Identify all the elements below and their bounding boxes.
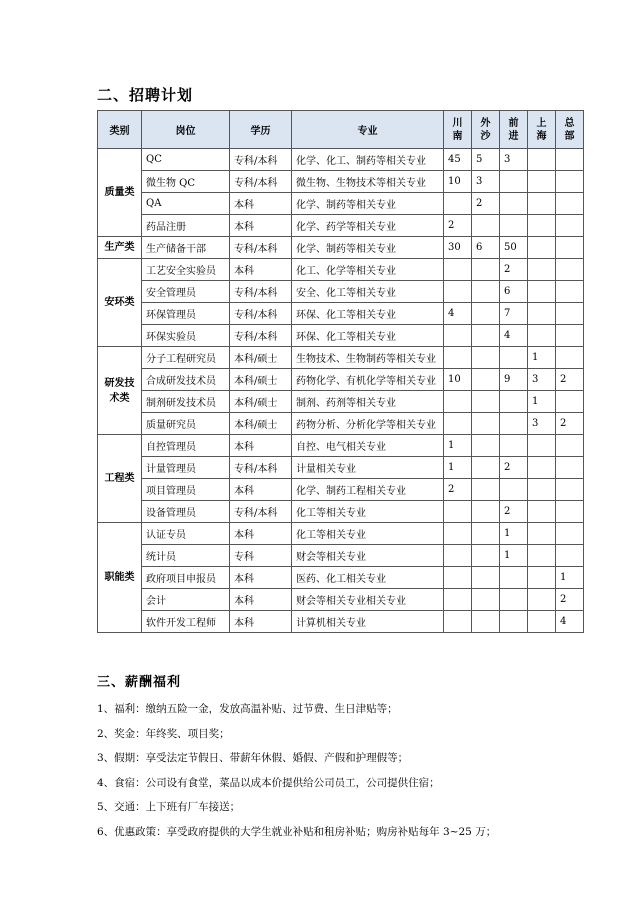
count-cell-chuannan	[444, 523, 472, 545]
education-cell: 专科/本科	[230, 281, 292, 303]
count-cell-shanghai	[528, 303, 556, 325]
table-row	[98, 457, 584, 479]
count-cell-hq	[556, 237, 584, 259]
count-cell-waisha	[472, 259, 500, 281]
count-cell-shanghai	[528, 325, 556, 347]
education-cell: 专科/本科	[230, 171, 292, 193]
position-cell: 微生物 QC	[142, 171, 230, 193]
count-cell-shanghai	[528, 237, 556, 259]
education-cell: 专科/本科	[230, 457, 292, 479]
education-cell: 本科	[230, 589, 292, 611]
count-cell-hq: 2	[556, 413, 584, 435]
count-cell-hq	[556, 391, 584, 413]
header-major: 专业	[292, 111, 444, 149]
position-cell: 自控管理员	[142, 435, 230, 457]
count-cell-qianjin	[500, 567, 528, 589]
count-cell-waisha: 2	[472, 193, 500, 215]
table-row	[98, 325, 584, 347]
position-cell: 统计员	[142, 545, 230, 567]
position-cell: 设备管理员	[142, 501, 230, 523]
recruitment-table	[97, 110, 584, 633]
count-cell-shanghai	[528, 259, 556, 281]
count-cell-shanghai	[528, 589, 556, 611]
major-cell: 财会等相关专业相关专业	[292, 589, 444, 611]
table-row	[98, 479, 584, 501]
benefits-list	[97, 697, 597, 844]
count-cell-chuannan	[444, 281, 472, 303]
count-cell-qianjin: 2	[500, 457, 528, 479]
position-cell: QC	[142, 149, 230, 171]
count-cell-waisha	[472, 215, 500, 237]
education-cell: 本科/硕士	[230, 413, 292, 435]
position-cell: 政府项目申报员	[142, 567, 230, 589]
count-cell-waisha	[472, 545, 500, 567]
position-cell: 合成研发技术员	[142, 369, 230, 391]
count-cell-qianjin	[500, 611, 528, 633]
count-cell-qianjin: 9	[500, 369, 528, 391]
education-cell: 本科	[230, 215, 292, 237]
count-cell-qianjin	[500, 391, 528, 413]
header-education: 学历	[230, 111, 292, 149]
major-cell: 制剂、药剂等相关专业	[292, 391, 444, 413]
count-cell-hq	[556, 347, 584, 369]
education-cell: 专科	[230, 545, 292, 567]
count-cell-qianjin: 1	[500, 523, 528, 545]
major-cell: 药物分析、分析化学等相关专业	[292, 413, 444, 435]
count-cell-qianjin: 1	[500, 545, 528, 567]
count-cell-shanghai: 3	[528, 369, 556, 391]
count-cell-qianjin: 2	[500, 259, 528, 281]
count-cell-qianjin	[500, 193, 528, 215]
table-row	[98, 215, 584, 237]
count-cell-qianjin	[500, 413, 528, 435]
table-row	[98, 501, 584, 523]
count-cell-chuannan	[444, 589, 472, 611]
education-cell: 本科	[230, 567, 292, 589]
major-cell: 自控、电气相关专业	[292, 435, 444, 457]
table-header-row	[98, 111, 584, 149]
education-cell: 专科/本科	[230, 149, 292, 171]
count-cell-chuannan	[444, 501, 472, 523]
benefit-item: 4、食宿：公司设有食堂，菜品以成本价提供给公司员工，公司提供住宿；	[97, 776, 440, 789]
table-row	[98, 567, 584, 589]
count-cell-qianjin: 4	[500, 325, 528, 347]
count-cell-shanghai	[528, 457, 556, 479]
count-cell-shanghai	[528, 611, 556, 633]
education-cell: 本科	[230, 259, 292, 281]
major-cell: 化工等相关专业	[292, 501, 444, 523]
education-cell: 本科	[230, 611, 292, 633]
count-cell-chuannan: 2	[444, 479, 472, 501]
table-row	[98, 303, 584, 325]
major-cell: 财会等相关专业	[292, 545, 444, 567]
count-cell-waisha	[472, 457, 500, 479]
table-row	[98, 347, 584, 369]
count-cell-qianjin: 7	[500, 303, 528, 325]
position-cell: QA	[142, 193, 230, 215]
count-cell-waisha: 3	[472, 171, 500, 193]
position-cell: 软件开发工程师	[142, 611, 230, 633]
benefit-item: 6、优惠政策：享受政府提供的大学生就业补贴和租房补贴；购房补贴每年 3~25 万；	[97, 825, 497, 838]
table-row	[98, 391, 584, 413]
count-cell-hq: 4	[556, 611, 584, 633]
count-cell-chuannan	[444, 611, 472, 633]
count-cell-waisha	[472, 589, 500, 611]
count-cell-hq: 2	[556, 589, 584, 611]
count-cell-waisha	[472, 391, 500, 413]
count-cell-waisha	[472, 567, 500, 589]
count-cell-shanghai	[528, 567, 556, 589]
table-row	[98, 281, 584, 303]
table-row	[98, 237, 584, 259]
count-cell-qianjin: 6	[500, 281, 528, 303]
count-cell-shanghai	[528, 501, 556, 523]
section-title-recruitment: 二、招聘计划	[97, 86, 194, 104]
position-cell: 安全管理员	[142, 281, 230, 303]
major-cell: 化工、化学等相关专业	[292, 259, 444, 281]
table-row	[98, 369, 584, 391]
education-cell: 本科/硕士	[230, 391, 292, 413]
count-cell-waisha	[472, 369, 500, 391]
count-cell-chuannan	[444, 391, 472, 413]
count-cell-hq	[556, 259, 584, 281]
position-cell: 会计	[142, 589, 230, 611]
education-cell: 专科/本科	[230, 325, 292, 347]
major-cell: 环保、化工等相关专业	[292, 325, 444, 347]
count-cell-shanghai: 3	[528, 413, 556, 435]
count-cell-waisha	[472, 303, 500, 325]
header-category: 类别	[98, 111, 142, 149]
count-cell-waisha: 6	[472, 237, 500, 259]
count-cell-qianjin	[500, 479, 528, 501]
major-cell: 化学、化工、制药等相关专业	[292, 149, 444, 171]
count-cell-chuannan: 30	[444, 237, 472, 259]
count-cell-hq	[556, 193, 584, 215]
count-cell-chuannan	[444, 545, 472, 567]
category-cell: 质量类	[98, 149, 142, 237]
table-row	[98, 413, 584, 435]
count-cell-hq	[556, 479, 584, 501]
count-cell-chuannan	[444, 347, 472, 369]
count-cell-shanghai: 1	[528, 347, 556, 369]
count-cell-chuannan	[444, 259, 472, 281]
count-cell-qianjin	[500, 589, 528, 611]
education-cell: 本科	[230, 435, 292, 457]
count-cell-shanghai	[528, 171, 556, 193]
major-cell: 微生物、生物技术等相关专业	[292, 171, 444, 193]
major-cell: 药物化学、有机化学等相关专业	[292, 369, 444, 391]
education-cell: 本科/硕士	[230, 369, 292, 391]
header-loc-shanghai: 上 海	[528, 111, 556, 149]
education-cell: 本科	[230, 479, 292, 501]
category-cell: 工程类	[98, 435, 142, 523]
count-cell-hq	[556, 281, 584, 303]
count-cell-qianjin: 50	[500, 237, 528, 259]
count-cell-waisha	[472, 435, 500, 457]
count-cell-hq	[556, 457, 584, 479]
table-row	[98, 149, 584, 171]
table-row	[98, 545, 584, 567]
education-cell: 专科/本科	[230, 501, 292, 523]
table-row	[98, 523, 584, 545]
count-cell-shanghai	[528, 149, 556, 171]
position-cell: 工艺安全实验员	[142, 259, 230, 281]
count-cell-hq	[556, 303, 584, 325]
benefit-item: 1、福利：缴纳五险一金，发放高温补贴、过节费、生日津贴等；	[97, 703, 398, 715]
category-cell: 安环类	[98, 259, 142, 347]
count-cell-waisha	[472, 347, 500, 369]
count-cell-shanghai	[528, 193, 556, 215]
count-cell-shanghai	[528, 281, 556, 303]
position-cell: 质量研究员	[142, 413, 230, 435]
major-cell: 化学、制药等相关专业	[292, 237, 444, 259]
count-cell-qianjin	[500, 171, 528, 193]
education-cell: 本科	[230, 523, 292, 545]
position-cell: 环保实验员	[142, 325, 230, 347]
count-cell-waisha: 5	[472, 149, 500, 171]
count-cell-chuannan: 1	[444, 457, 472, 479]
count-cell-hq	[556, 523, 584, 545]
header-loc-hq: 总 部	[556, 111, 584, 149]
count-cell-shanghai	[528, 545, 556, 567]
count-cell-hq	[556, 501, 584, 523]
education-cell: 本科	[230, 193, 292, 215]
major-cell: 医药、化工相关专业	[292, 567, 444, 589]
education-cell: 专科/本科	[230, 303, 292, 325]
table-row	[98, 611, 584, 633]
count-cell-chuannan	[444, 413, 472, 435]
header-position: 岗位	[142, 111, 230, 149]
count-cell-hq	[556, 325, 584, 347]
count-cell-hq	[556, 171, 584, 193]
count-cell-chuannan: 2	[444, 215, 472, 237]
table-row	[98, 589, 584, 611]
count-cell-shanghai	[528, 435, 556, 457]
count-cell-chuannan	[444, 325, 472, 347]
count-cell-hq: 1	[556, 567, 584, 589]
count-cell-waisha	[472, 479, 500, 501]
major-cell: 化学、药学等相关专业	[292, 215, 444, 237]
count-cell-chuannan: 45	[444, 149, 472, 171]
table-row	[98, 435, 584, 457]
category-cell: 研发技 术类	[98, 347, 142, 435]
position-cell: 认证专员	[142, 523, 230, 545]
major-cell: 生物技术、生物制药等相关专业	[292, 347, 444, 369]
count-cell-shanghai	[528, 479, 556, 501]
count-cell-hq: 2	[556, 369, 584, 391]
count-cell-chuannan	[444, 567, 472, 589]
table-row	[98, 193, 584, 215]
position-cell: 环保管理员	[142, 303, 230, 325]
count-cell-waisha	[472, 325, 500, 347]
count-cell-waisha	[472, 281, 500, 303]
count-cell-qianjin: 2	[500, 501, 528, 523]
position-cell: 药品注册	[142, 215, 230, 237]
major-cell: 安全、化工等相关专业	[292, 281, 444, 303]
benefit-item: 3、假期：享受法定节假日、带薪年休假、婚假、产假和护理假等；	[97, 752, 409, 764]
count-cell-chuannan: 4	[444, 303, 472, 325]
education-cell: 本科/硕士	[230, 347, 292, 369]
category-cell: 生产类	[98, 237, 142, 259]
section-title-benefits: 三、薪酬福利	[97, 675, 182, 690]
major-cell: 计量相关专业	[292, 457, 444, 479]
major-cell: 化学、制药工程相关专业	[292, 479, 444, 501]
count-cell-hq	[556, 215, 584, 237]
position-cell: 分子工程研究员	[142, 347, 230, 369]
header-loc-waisha: 外 沙	[472, 111, 500, 149]
count-cell-qianjin: 3	[500, 149, 528, 171]
count-cell-waisha	[472, 611, 500, 633]
count-cell-shanghai: 1	[528, 391, 556, 413]
table-row	[98, 259, 584, 281]
count-cell-waisha	[472, 523, 500, 545]
header-loc-qianjin: 前 进	[500, 111, 528, 149]
count-cell-waisha	[472, 501, 500, 523]
benefit-item: 2、奖金：年终奖、项目奖；	[97, 727, 230, 740]
count-cell-shanghai	[528, 523, 556, 545]
major-cell: 化学、制药等相关专业	[292, 193, 444, 215]
category-cell: 职能类	[98, 523, 142, 633]
count-cell-shanghai	[528, 215, 556, 237]
count-cell-hq	[556, 149, 584, 171]
count-cell-qianjin	[500, 435, 528, 457]
count-cell-hq	[556, 545, 584, 567]
position-cell: 生产储备干部	[142, 237, 230, 259]
count-cell-chuannan: 10	[444, 171, 472, 193]
count-cell-waisha	[472, 413, 500, 435]
count-cell-qianjin	[500, 215, 528, 237]
header-loc-chuannan: 川 南	[444, 111, 472, 149]
count-cell-chuannan: 1	[444, 435, 472, 457]
count-cell-hq	[556, 435, 584, 457]
table-row	[98, 171, 584, 193]
major-cell: 环保、化工等相关专业	[292, 303, 444, 325]
benefit-item: 5、交通：上下班有厂车接送；	[97, 801, 241, 813]
major-cell: 化工等相关专业	[292, 523, 444, 545]
count-cell-chuannan	[444, 193, 472, 215]
major-cell: 计算机相关专业	[292, 611, 444, 633]
position-cell: 计量管理员	[142, 457, 230, 479]
count-cell-chuannan: 10	[444, 369, 472, 391]
education-cell: 专科/本科	[230, 237, 292, 259]
position-cell: 制剂研发技术员	[142, 391, 230, 413]
position-cell: 项目管理员	[142, 479, 230, 501]
count-cell-qianjin	[500, 347, 528, 369]
